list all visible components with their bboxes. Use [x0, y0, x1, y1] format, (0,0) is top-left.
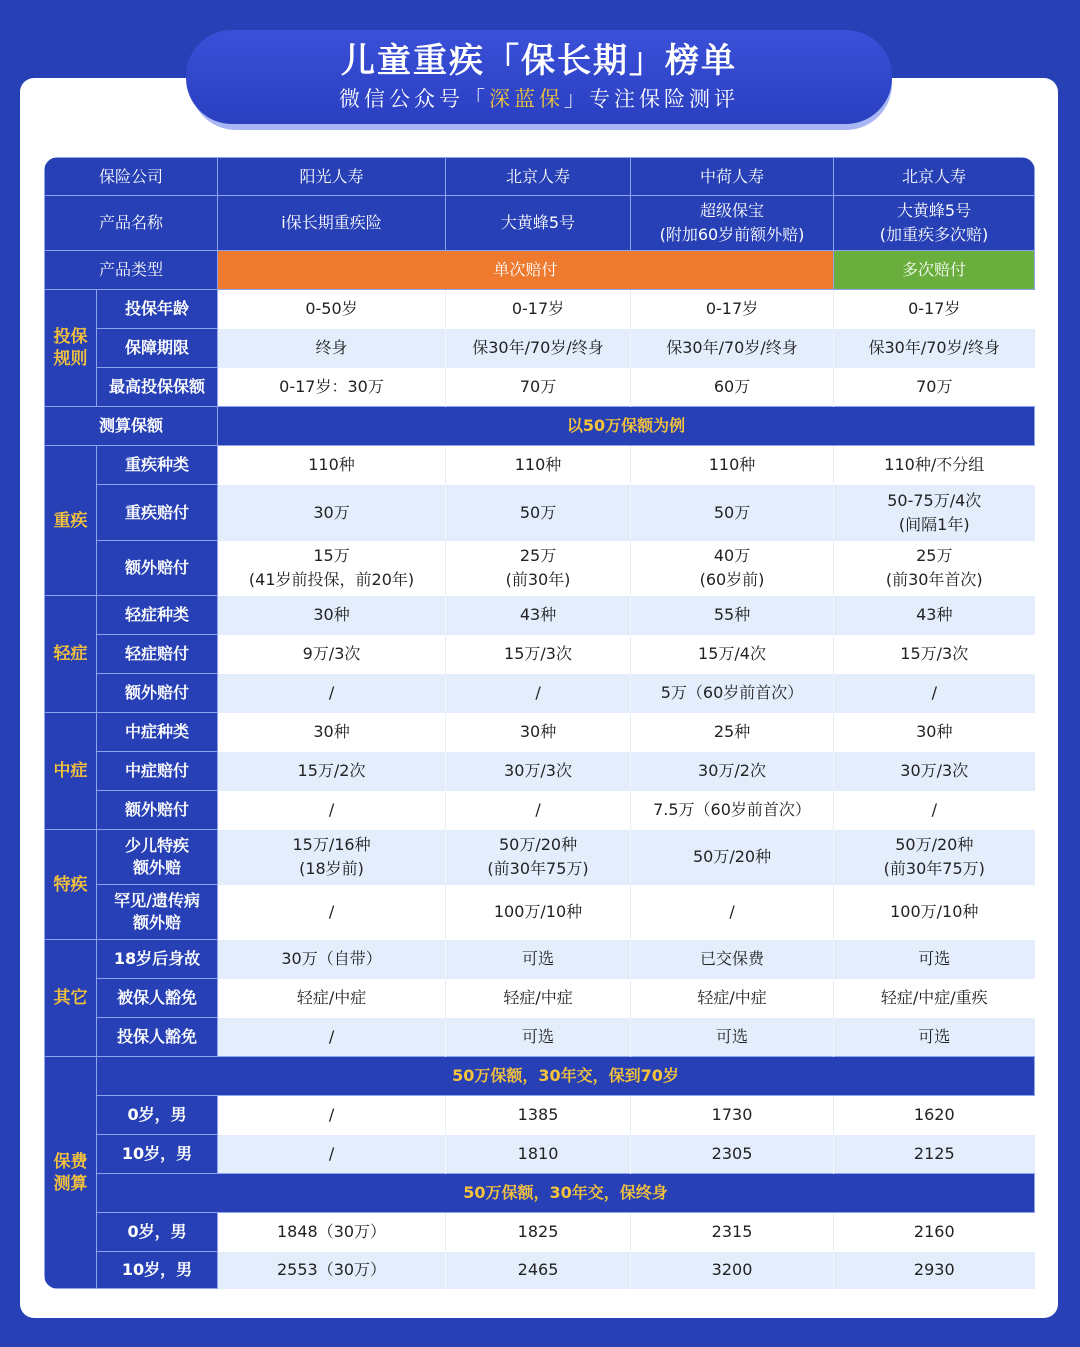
premium-band-lifetime: 50万保额，30年交，保终身 [45, 1174, 1035, 1213]
comparison-table [44, 157, 1035, 1289]
table-row: 额外赔付 / / 7.5万（60岁前首次） / [45, 791, 1035, 830]
table-row: 最高投保保额 0-17岁：30万 70万 60万 70万 [45, 368, 1035, 407]
table-row: 罕见/遗传病 额外赔 / 100万/10种 / 100万/10种 [45, 885, 1035, 940]
company-4: 北京人寿 [834, 158, 1035, 196]
product-3: 超级保宝 (附加60岁前额外赔) [631, 196, 834, 251]
table-row: 轻症 轻症种类 30种 43种 55种 43种 [45, 596, 1035, 635]
product-1: i保长期重疾险 [218, 196, 446, 251]
table-row: 10岁，男 / 1810 2305 2125 [45, 1135, 1035, 1174]
table-row: 重疾赔付 30万 50万 50万 50-75万/4次 (间隔1年) [45, 485, 1035, 541]
row-company: 保险公司 阳光人寿 北京人寿 中荷人寿 北京人寿 [45, 158, 1035, 196]
table-row: 投保规则 投保年龄 0-50岁 0-17岁 0-17岁 0-17岁 [45, 290, 1035, 329]
page-subtitle: 微信公众号「深蓝保」专注保险测评 [339, 87, 739, 111]
table-row: 特疾 少儿特疾 额外赔 15万/16种 (18岁前) 50万/20种 (前30年75万) 50万/20种 50万/20种 (前30年75万) [45, 830, 1035, 885]
brand-name: 深蓝保 [489, 87, 564, 111]
type-single-badge: 单次赔付 [218, 251, 834, 290]
group-critical: 重疾 [45, 446, 97, 596]
type-multi-badge: 多次赔付 [834, 251, 1035, 290]
table-row: 中症 中症种类 30种 30种 25种 30种 [45, 713, 1035, 752]
group-moderate: 中症 [45, 713, 97, 830]
company-1: 阳光人寿 [218, 158, 446, 196]
product-2: 大黄蜂5号 [446, 196, 631, 251]
title-banner [186, 30, 892, 124]
group-other: 其它 [45, 940, 97, 1057]
company-3: 中荷人寿 [631, 158, 834, 196]
group-special: 特疾 [45, 830, 97, 940]
group-premium: 保费测算 [45, 1057, 97, 1289]
row-type: 产品类型 单次赔付 多次赔付 [45, 251, 1035, 290]
table-row: 保障期限 终身 保30年/70岁/终身 保30年/70岁/终身 保30年/70岁/终身 [45, 329, 1035, 368]
table-row: 其它 18岁后身故 30万（自带） 可选 已交保费 可选 [45, 940, 1035, 979]
table-row: 10岁，男 2553（30万） 2465 3200 2930 [45, 1252, 1035, 1289]
table-row: 轻症赔付 9万/3次 15万/3次 15万/4次 15万/3次 [45, 635, 1035, 674]
table-row: 额外赔付 / / 5万（60岁前首次） / [45, 674, 1035, 713]
row-calc-amount: 测算保额 以50万保额为例 [45, 407, 1035, 446]
page-title: 儿童重疾「保长期」榜单 [341, 41, 737, 81]
product-4: 大黄蜂5号 (加重疾多次赔) [834, 196, 1035, 251]
table-row: 被保人豁免 轻症/中症 轻症/中症 轻症/中症 轻症/中症/重疾 [45, 979, 1035, 1018]
table-row: 0岁，男 / 1385 1730 1620 [45, 1096, 1035, 1135]
group-rules: 投保规则 [45, 290, 97, 407]
table-row: 额外赔付 15万 (41岁前投保，前20年) 25万 (前30年) 40万 (60岁前) 25万 (前30年首次) [45, 541, 1035, 596]
table-row: 0岁，男 1848（30万） 1825 2315 2160 [45, 1213, 1035, 1252]
group-mild: 轻症 [45, 596, 97, 713]
company-2: 北京人寿 [446, 158, 631, 196]
premium-band-70: 保费测算 50万保额，30年交，保到70岁 [45, 1057, 1035, 1096]
table-row: 中症赔付 15万/2次 30万/3次 30万/2次 30万/3次 [45, 752, 1035, 791]
table-row: 重疾 重疾种类 110种 110种 110种 110种/不分组 [45, 446, 1035, 485]
table-row: 投保人豁免 / 可选 可选 可选 [45, 1018, 1035, 1057]
row-product: 产品名称 i保长期重疾险 大黄蜂5号 超级保宝 (附加60岁前额外赔) 大黄蜂5号 (加重疾多次赔) [45, 196, 1035, 251]
